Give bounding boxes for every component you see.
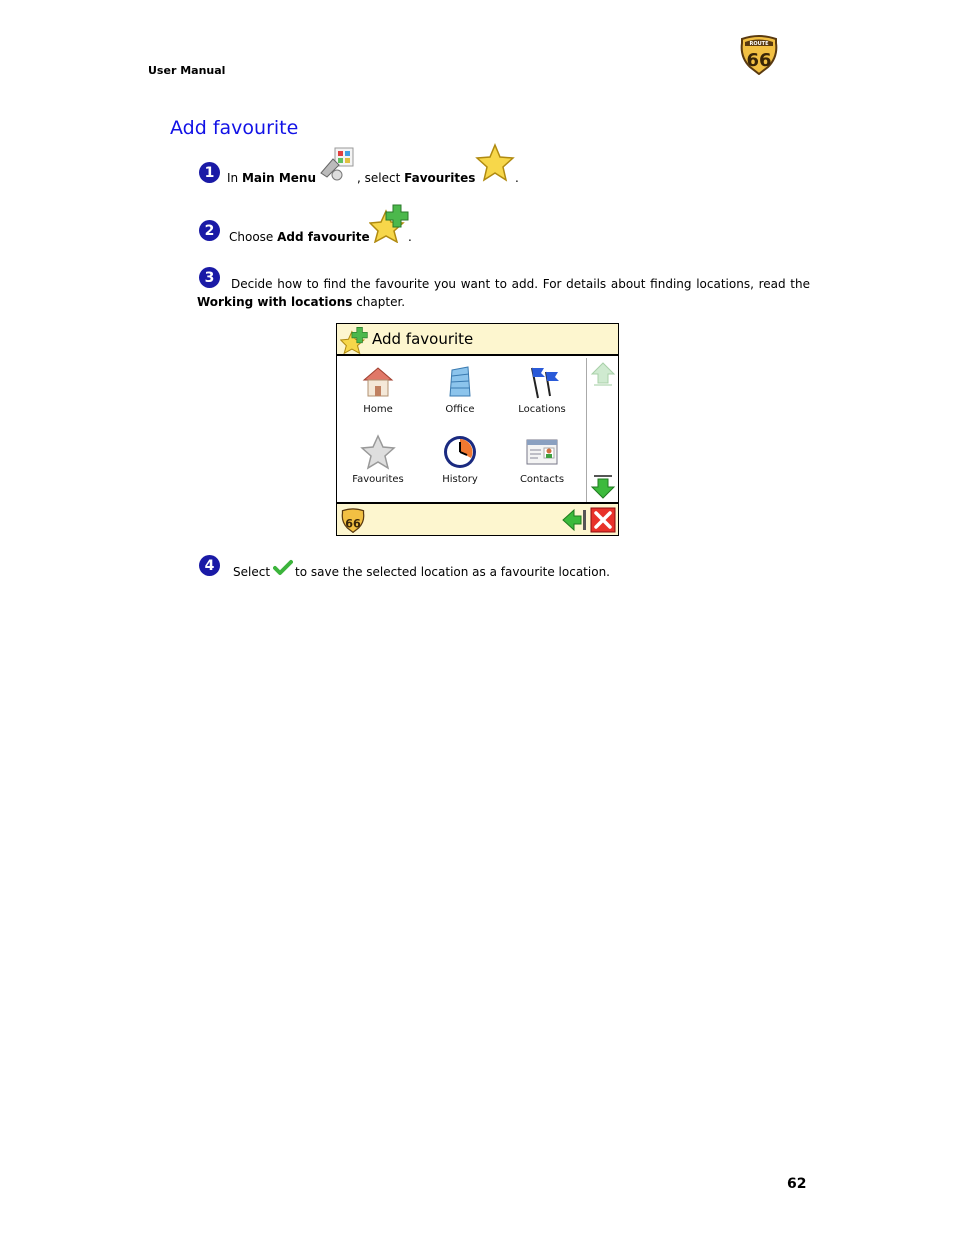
scroll-up-arrow-icon[interactable] [590,361,616,387]
device-screen [336,323,619,536]
step-2-text [229,228,370,246]
step-2-post: . [408,230,412,244]
step-4-post: to save the selected location as a favourite location. [295,565,610,579]
checkmark-icon [273,559,293,577]
step-number: 1 [199,162,220,183]
step-1-favourites: Favourites [404,171,476,185]
step-4-pre: Select [233,565,271,579]
contacts-icon [524,434,560,470]
scroll-down-arrow-icon[interactable] [590,474,616,500]
destination-grid [337,358,585,503]
main-menu-icon [317,145,357,181]
step-1-text [227,169,316,187]
logo-text: ROUTE [749,41,769,47]
office-icon [442,364,478,400]
scrollbar [586,358,618,503]
step-number: 2 [199,220,220,241]
screen-logo-number: 66 [345,517,361,531]
step-number: 4 [199,555,220,576]
step-1-text-2 [357,169,475,187]
history-icon [442,434,478,470]
screen-titlebar [337,324,618,356]
header-label: User Manual [148,64,226,77]
step-number: 3 [199,267,220,288]
route66-logo-icon[interactable] [339,507,367,533]
home-icon [360,364,396,400]
grid-item-label: Office [445,404,475,415]
step-1-post: . [515,171,519,185]
back-arrow-icon[interactable] [561,507,587,533]
screen-bottombar [337,502,618,535]
step-3-text [197,275,810,311]
step-1-main-menu: Main Menu [241,171,317,185]
grid-item-label: Home [363,404,393,415]
grid-item-locations[interactable] [501,358,583,428]
step-2-add-favourite: Add favourite [277,230,370,244]
route66-logo-icon [738,33,780,75]
step-3-working-with-locations: Working with locations [197,295,353,309]
step-3-post: chapter. [352,295,406,309]
step-1-pre: In [227,171,242,185]
add-favourite-icon [340,326,368,354]
locations-icon [524,364,560,400]
grid-item-label: Locations [518,404,566,415]
grid-item-history[interactable] [419,428,501,498]
close-icon[interactable] [590,507,616,533]
grid-item-label: History [442,474,478,485]
grid-item-contacts[interactable] [501,428,583,498]
add-favourite-icon [369,203,409,243]
favourites-star-icon [475,143,515,183]
page-title: Add favourite [170,117,299,139]
step-2-pre: Choose [229,230,278,244]
step-3-body: Decide how to find the favourite you want to add. For details about finding locations, read the [231,277,810,291]
grid-item-label: Contacts [519,474,565,485]
grid-item-label: Favourites [352,474,404,485]
page-number: 62 [787,1176,807,1192]
grid-item-office[interactable] [419,358,501,428]
screen-title: Add favourite [372,330,474,348]
grid-item-favourites[interactable] [337,428,419,498]
grid-item-home[interactable] [337,358,419,428]
step-1-mid: , select [357,171,405,185]
logo-number: 66 [746,50,772,71]
favourites-icon [360,434,396,470]
